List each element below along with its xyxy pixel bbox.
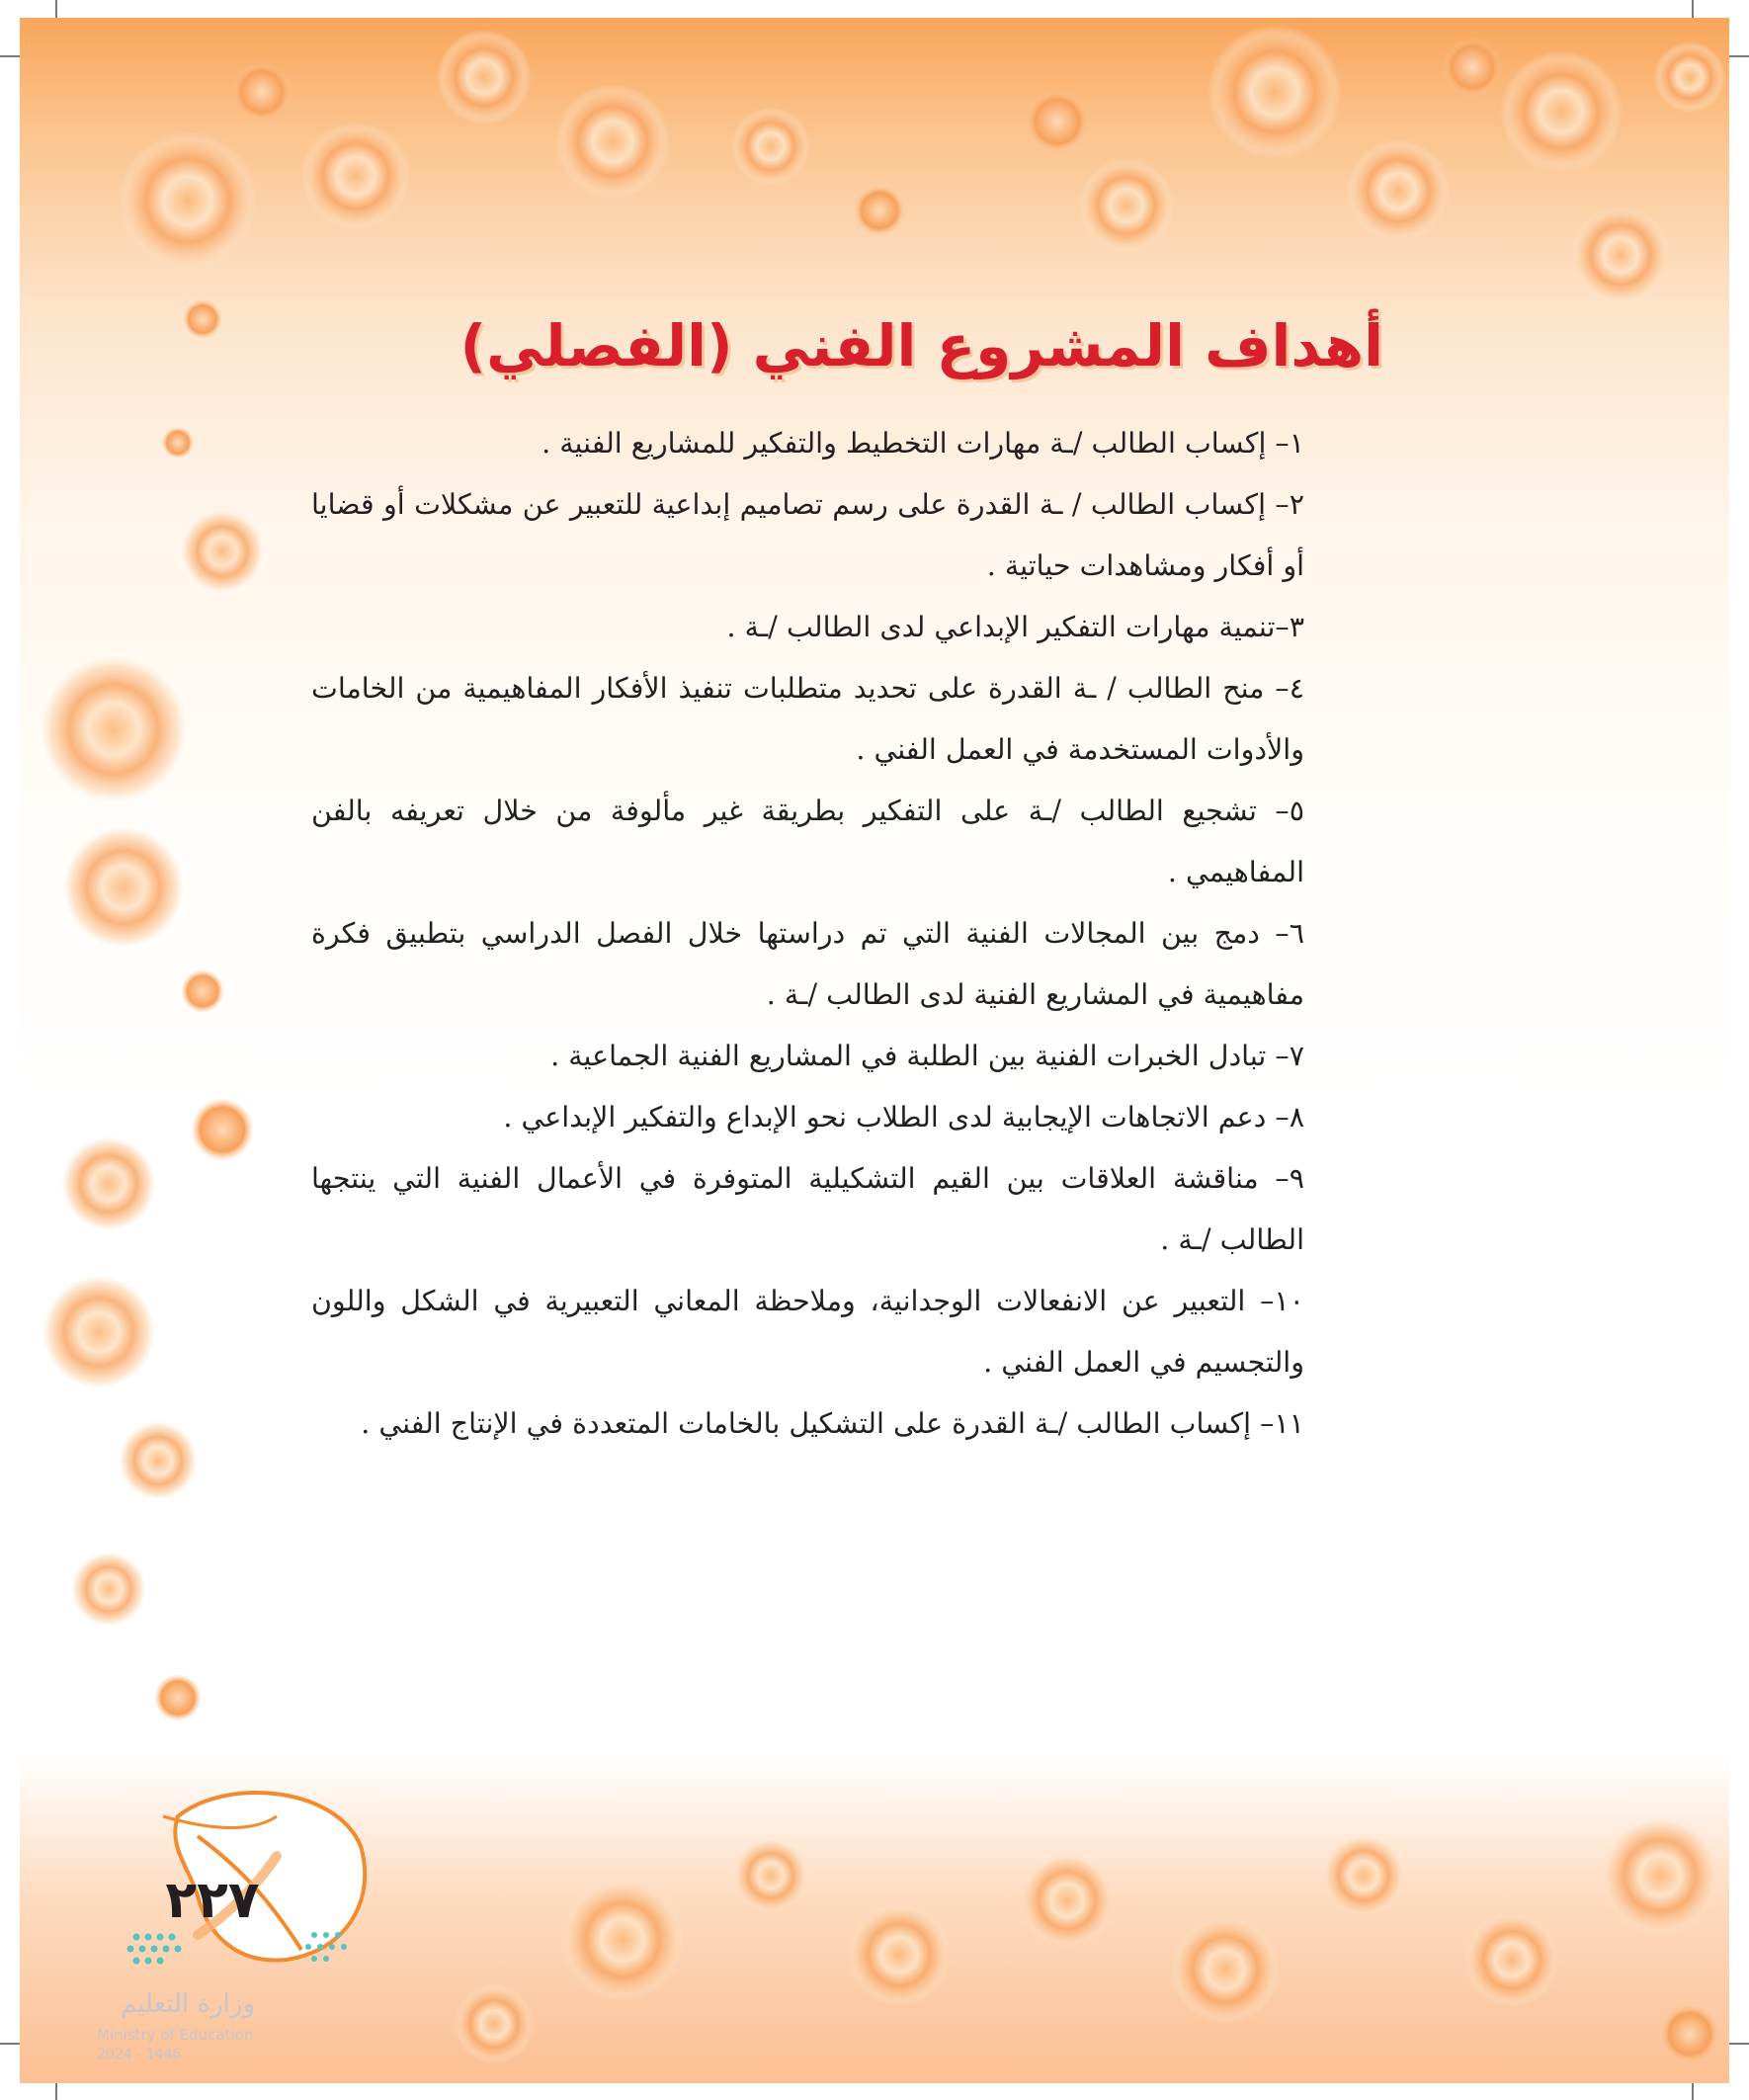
goal-item: ٣–تنمية مهارات التفكير الإبداعي لدى الطالب /ـة .	[726, 611, 1304, 643]
page-title: أهداف المشروع الفني (الفصلي)	[459, 312, 1383, 379]
ministry-name-ar: وزارة التعليم	[120, 1989, 256, 2019]
ministry-name-en: Ministry of Education	[97, 2026, 254, 2044]
goal-item: ٤– منح الطالب / ـة القدرة على تحديد متطلبات تنفيذ الأفكار المفاهيمية من الخامات والأدوات المستخدمة في العمل الفني .	[311, 672, 1304, 766]
goal-item: ٥– تشجيع الطالب /ـة على التفكير بطريقة غير مألوفة من خلال تعريفه بالفن المفاهيمي .	[311, 795, 1304, 888]
ministry-logo-icon	[117, 1925, 354, 1984]
goal-item: ٢– إكساب الطالب / ـة القدرة على رسم تصاميم إبداعية للتعبير عن مشكلات أو قضايا أو أفكار ومشاهدات حياتية .	[311, 488, 1304, 582]
goals-list	[311, 413, 1304, 1455]
goal-item: ٩– مناقشة العلاقات بين القيم التشكيلية المتوفرة في الأعمال الفنية التي ينتجها الطالب /ـة .	[311, 1162, 1304, 1256]
page-background	[20, 18, 1729, 2083]
ministry-year: 2024 - 1446	[97, 2047, 182, 2062]
goal-item: ٦– دمج بين المجالات الفنية التي تم دراستها خلال الفصل الدراسي بتطبيق فكرة مفاهيمية في المشاريع الفنية لدى الطالب /ـة .	[311, 917, 1304, 1011]
page-number: ٢٢٧	[165, 1871, 260, 1930]
goal-item: ٨– دعم الاتجاهات الإيجابية لدى الطلاب نحو الإبداع والتفكير الإبداعي .	[503, 1101, 1304, 1134]
goal-item: ١١– إكساب الطالب /ـة القدرة على التشكيل بالخامات المتعددة في الإنتاج الفني .	[361, 1407, 1304, 1440]
goal-item: ١٠– التعبير عن الانفعالات الوجدانية، وملاحظة المعاني التعبيرية في الشكل واللون والتجسيم في العمل الفني .	[311, 1285, 1304, 1379]
goal-item: ١– إكساب الطالب /ـة مهارات التخطيط والتفكير للمشاريع الفنية .	[541, 427, 1304, 460]
goal-item: ٧– تبادل الخبرات الفنية بين الطلبة في المشاريع الفنية الجماعية .	[550, 1040, 1304, 1072]
